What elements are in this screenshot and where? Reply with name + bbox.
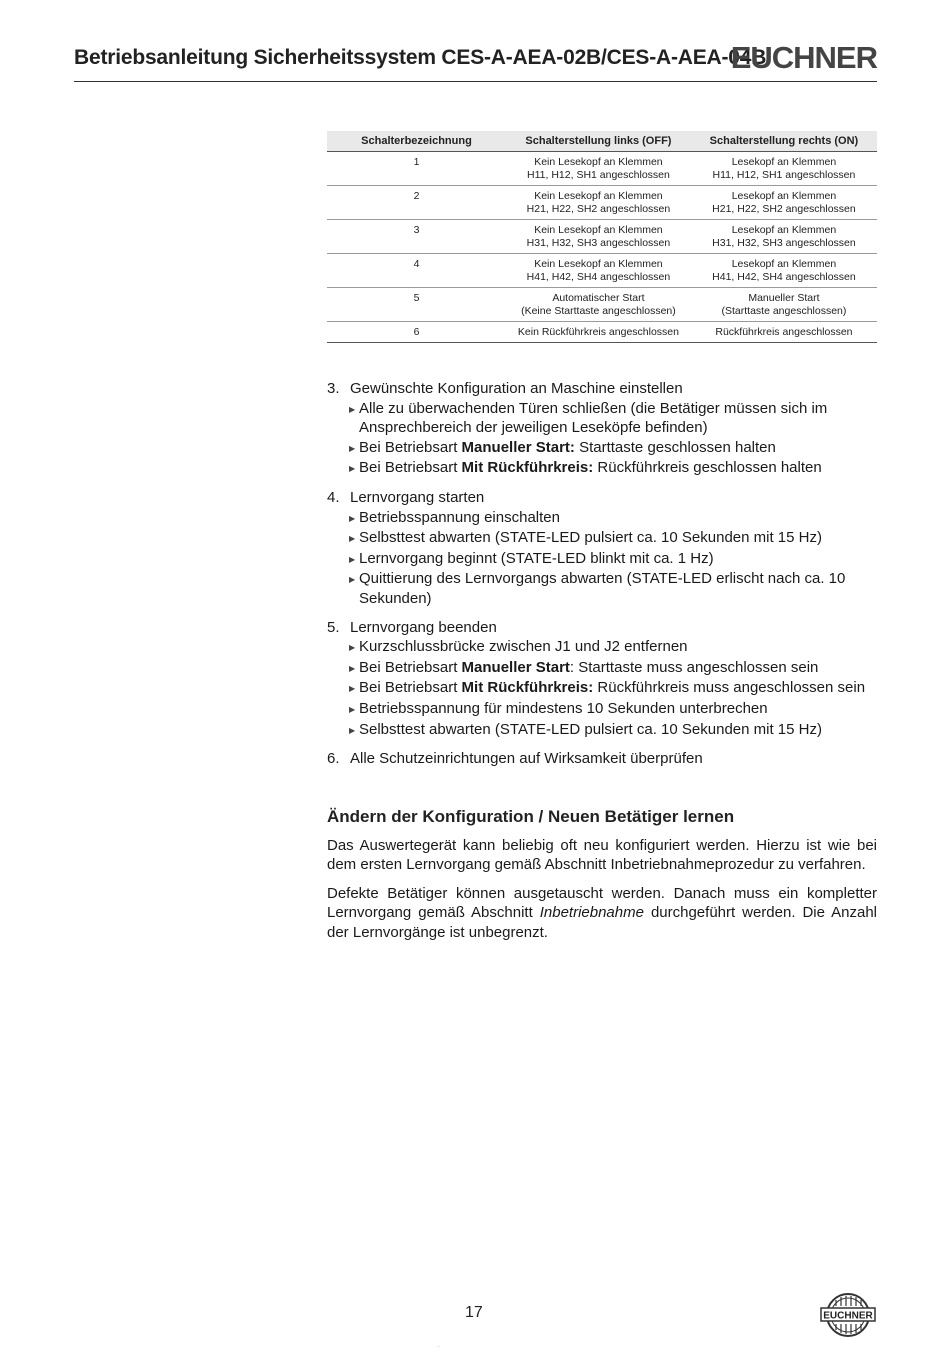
arrow-bullet-icon: ▶	[349, 684, 356, 694]
procedure-step	[327, 488, 877, 609]
bullet-text-part: Lernvorgang beginnt (STATE-LED blinkt mit ca. 1 Hz)	[359, 549, 714, 567]
procedure-steps	[327, 379, 877, 769]
bullet-text	[359, 399, 877, 438]
arrow-bullet-icon: ▶	[349, 575, 356, 585]
table-cell	[691, 152, 877, 186]
step-title: Lernvorgang beenden	[350, 618, 497, 636]
bullet-text-part: Bei Betriebsart	[359, 459, 462, 477]
step-number: 4.	[327, 488, 340, 506]
bullet-item	[327, 438, 877, 459]
paragraph: Das Auswertegerät kann beliebig oft neu konfiguriert werden. Hierzu ist wie bei dem ersten Lernvorgang gemäß Abschnitt Inbetriebnahmeprozedur zu verfahren.	[327, 836, 877, 874]
bullet-item	[327, 458, 877, 479]
step-number: 6.	[327, 750, 340, 768]
arrow-bullet-icon: ▶	[349, 663, 356, 673]
step-heading	[327, 618, 877, 638]
print-mark: .	[438, 1343, 440, 1349]
arrow-bullet-icon: ▶	[349, 404, 356, 414]
switch-number-cell: 5	[327, 288, 506, 322]
brand-logo: EUCHNER	[730, 40, 877, 75]
page-number: 17	[465, 1304, 483, 1321]
table-cell	[506, 220, 691, 254]
arrow-bullet-icon: ▶	[349, 513, 356, 523]
table-cell	[506, 186, 691, 220]
switch-number-cell: 6	[327, 322, 506, 343]
switch-number-cell: 3	[327, 220, 506, 254]
switch-number-cell: 2	[327, 186, 506, 220]
table-cell	[506, 152, 691, 186]
bullet-item	[327, 528, 877, 549]
table-row	[327, 288, 877, 322]
cell-line: Kein Lesekopf an Klemmen	[534, 224, 663, 236]
cell-line: H31, H32, SH3 angeschlossen	[712, 237, 856, 249]
table-cell	[691, 220, 877, 254]
bullet-text	[359, 458, 877, 479]
step-number: 5.	[327, 618, 340, 636]
arrow-bullet-icon: ▶	[349, 643, 356, 653]
bullet-text	[359, 637, 877, 658]
procedure-step	[327, 749, 877, 769]
table-header-row	[327, 131, 877, 152]
switch-number-cell: 4	[327, 254, 506, 288]
cell-line: H21, H22, SH2 angeschlossen	[712, 203, 856, 215]
section-heading: Ändern der Konfiguration / Neuen Betätiger lernen	[327, 806, 735, 826]
bullet-text-part: Rückführkreis muss angeschlossen sein	[593, 679, 866, 697]
bullet-item	[327, 508, 877, 529]
bullet-item	[327, 678, 877, 699]
cell-line: Lesekopf an Klemmen	[731, 156, 837, 168]
bullet-text-part: Bei Betriebsart	[359, 679, 462, 697]
table-cell	[506, 254, 691, 288]
bullet-text-part: : Starttaste muss angeschlossen sein	[569, 658, 819, 676]
document-title: Betriebsanleitung Sicherheitssystem CES-A-AEA-02B/CES-A-AEA-04B	[74, 46, 767, 69]
cell-line: Rückführkreis angeschlossen	[715, 326, 853, 338]
header-divider	[74, 81, 877, 82]
bullet-item	[327, 699, 877, 720]
arrow-bullet-icon: ▶	[349, 704, 356, 714]
column-header: Schalterstellung rechts (ON)	[691, 131, 877, 152]
bullet-text-part: Rückführkreis geschlossen halten	[593, 459, 822, 477]
step-heading	[327, 749, 877, 769]
bullet-text	[359, 549, 877, 570]
column-header: Schalterbezeichnung	[327, 131, 506, 152]
procedure-step	[327, 379, 877, 479]
cell-line: Kein Lesekopf an Klemmen	[534, 258, 663, 270]
bullet-item	[327, 658, 877, 679]
paragraph	[327, 884, 877, 943]
table-row	[327, 186, 877, 220]
bullet-text	[359, 720, 877, 741]
bullet-text-part: Bei Betriebsart	[359, 658, 462, 676]
bullet-text-part: Bei Betriebsart	[359, 438, 462, 456]
bullet-text-bold: Manueller Start	[461, 658, 570, 676]
column-header: Schalterstellung links (OFF)	[506, 131, 691, 152]
table-row	[327, 152, 877, 186]
cell-line: H11, H12, SH1 angeschlossen	[712, 169, 856, 181]
bullet-text	[359, 508, 877, 529]
cell-line: Lesekopf an Klemmen	[731, 190, 837, 202]
cell-line: Kein Rückführkreis angeschlossen	[517, 326, 679, 338]
cell-line: H41, H42, SH4 angeschlossen	[712, 271, 856, 283]
bullet-item	[327, 399, 877, 438]
table-cell	[691, 288, 877, 322]
arrow-bullet-icon: ▶	[349, 443, 356, 453]
step-title: Gewünschte Konfiguration an Maschine einstellen	[350, 380, 683, 397]
switch-number-cell: 1	[327, 152, 506, 186]
bullet-text	[359, 678, 877, 699]
bullet-item	[327, 637, 877, 658]
table-row	[327, 254, 877, 288]
bullet-text-part: Quittierung des Lernvorgangs abwarten (STATE-LED erlischt nach ca. 10 Sekunden)	[359, 570, 846, 607]
step-title: Alle Schutzeinrichtungen auf Wirksamkeit überprüfen	[350, 750, 703, 768]
arrow-bullet-icon: ▶	[349, 464, 356, 474]
bullet-list	[327, 399, 877, 479]
step-title: Lernvorgang starten	[350, 488, 485, 506]
cell-line: (Keine Starttaste angeschlossen)	[521, 305, 676, 317]
euchner-seal-logo	[820, 1292, 876, 1338]
cell-line: Manueller Start	[748, 292, 820, 304]
arrow-bullet-icon: ▶	[349, 534, 356, 544]
step-number: 3.	[327, 380, 340, 397]
paragraph-text: durchgeführt werden. Die Anzahl der Lernvorgänge ist unbegrenzt.	[327, 904, 877, 942]
cell-line: Kein Lesekopf an Klemmen	[534, 190, 663, 202]
bullet-text-part: Betriebsspannung für mindestens 10 Sekunden unterbrechen	[359, 699, 768, 717]
paragraph-italic: Inbetriebnahme	[539, 904, 644, 922]
bullet-text-part: Starttaste geschlossen halten	[574, 438, 776, 456]
cell-line: H11, H12, SH1 angeschlossen	[527, 169, 670, 181]
table-body	[327, 152, 877, 343]
cell-line: (Starttaste angeschlossen)	[721, 305, 847, 317]
bullet-text-part: Selbsttest abwarten (STATE-LED pulsiert ca. 10 Sekunden mit 15 Hz)	[359, 720, 822, 738]
bullet-text	[359, 658, 877, 679]
bullet-item	[327, 720, 877, 741]
step-heading	[327, 488, 877, 508]
bullet-text-part: Kurzschlussbrücke zwischen J1 und J2 entfernen	[359, 638, 688, 656]
cell-line: H21, H22, SH2 angeschlossen	[526, 203, 671, 215]
bullet-text-part: Betriebsspannung einschalten	[359, 508, 560, 526]
logo-text: EUCHNER	[823, 1310, 873, 1322]
table-row	[327, 220, 877, 254]
bullet-list	[327, 637, 877, 740]
bullet-text	[359, 438, 877, 459]
bullet-text-part: Selbsttest abwarten (STATE-LED pulsiert ca. 10 Sekunden mit 15 Hz)	[359, 529, 822, 547]
cell-line: Lesekopf an Klemmen	[731, 224, 837, 236]
step-heading	[327, 379, 877, 399]
arrow-bullet-icon: ▶	[349, 725, 356, 735]
bullet-text	[359, 528, 877, 549]
procedure-step	[327, 618, 877, 741]
cell-line: H41, H42, SH4 angeschlossen	[526, 271, 671, 283]
bullet-text-bold: Mit Rückführkreis:	[461, 679, 594, 697]
bullet-item	[327, 549, 877, 570]
cell-line: Automatischer Start	[552, 292, 645, 304]
table-cell	[506, 288, 691, 322]
bullet-item	[327, 569, 877, 608]
bullet-text-part: Alle zu überwachenden Türen schließen (die Betätiger müssen sich im Ansprechbereich der jeweiligen Leseköpfe befinden)	[359, 399, 828, 437]
bullet-list	[327, 508, 877, 609]
table-row	[327, 322, 877, 343]
main-content	[327, 131, 877, 943]
cell-line: Kein Lesekopf an Klemmen	[534, 156, 663, 168]
cell-line: H31, H32, SH3 angeschlossen	[526, 237, 671, 249]
table-cell	[691, 186, 877, 220]
paragraph-text: Defekte Betätiger können ausgetauscht werden. Danach muss ein kompletter Lernvorgang gemäß Abschnitt	[327, 884, 877, 922]
table-cell	[506, 322, 691, 343]
table-cell	[691, 254, 877, 288]
arrow-bullet-icon: ▶	[349, 554, 356, 564]
switch-settings-table	[327, 131, 877, 343]
bullet-text	[359, 699, 877, 720]
bullet-text	[359, 569, 877, 608]
table-cell	[691, 322, 877, 343]
bullet-text-bold: Mit Rückführkreis:	[461, 459, 594, 477]
bullet-text-bold: Manueller Start:	[461, 438, 575, 456]
cell-line: Lesekopf an Klemmen	[731, 258, 837, 270]
